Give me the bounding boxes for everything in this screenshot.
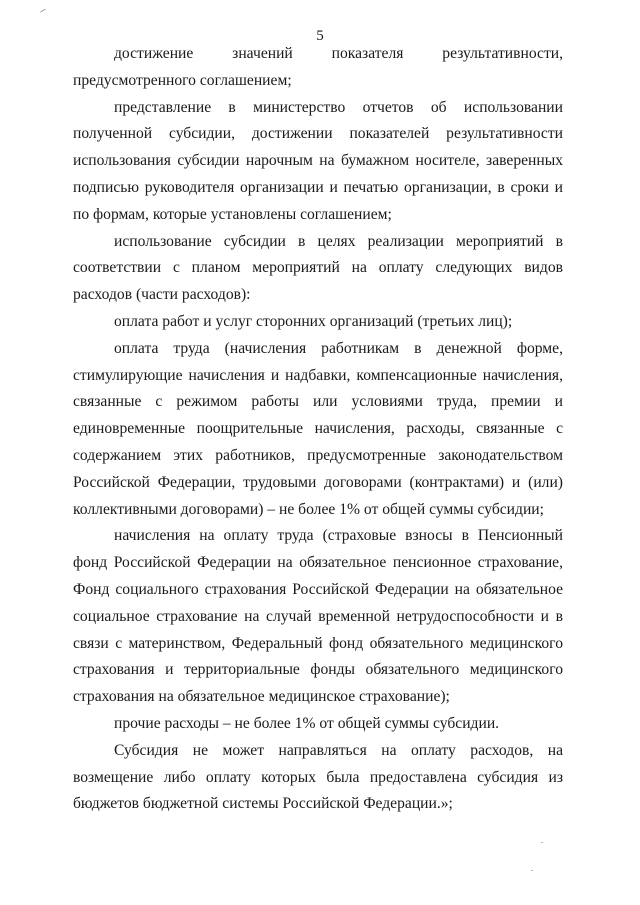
scan-artifact (40, 9, 46, 13)
paragraph-payroll-contributions: начисления на оплату труда (страховые взносы в Пенсионный фонд Российской Федерации на обязательное пенсионное страхование, Фонд социального страхования Российской Федерации на обязательное социальное страхование на случай временной нетрудоспособности и в связи с материнством, Федеральный фонд обязательного медицинского страхования и территориальные фонды обязательного медицинского страхования на обязательное медицинское страхование); (73, 527, 563, 706)
paragraph-indicator-achievement: достижение значений показателя результативности, предусмотренного соглашением; (73, 45, 563, 89)
paragraph-subsidy-use: использование субсидии в целях реализации мероприятий в соответствии с планом мероприятий на оплату следующих видов расходов (части расходов): (73, 232, 563, 304)
paragraph-subsidy-restriction: Субсидия не может направляться на оплату расходов, на возмещение либо оплату которых была предоставлена субсидия из бюджетов бюджетной системы Российской Федерации.»; (73, 741, 563, 813)
paragraph-other-expenses: прочие расходы – не более 1% от общей суммы субсидии. (114, 714, 500, 732)
paragraph-reporting: представление в министерство отчетов об использовании полученной субсидии, достижении показателей результативности использования субсидии нарочным на бумажном носителе, заверенных подписью руководителя организации и печатью организации, в сроки и по формам, которые установлены соглашением; (73, 98, 563, 223)
scan-artifact (531, 870, 533, 871)
document-body (73, 41, 563, 818)
paragraph-labor-payment: оплата труда (начисления работникам в денежной форме, стимулирующие начисления и надбавки, компенсационные начисления, связанные с режимом работы или условиями труда, премии и единовременные поощрительные начисления, расходы, связанные с содержанием этих работников, предусмотренные законодательством Российской Федерации, трудовыми договорами (контрактами) и (или) коллективными договорами) – не более 1% от общей суммы субсидии; (73, 339, 563, 518)
scan-artifact (541, 842, 543, 843)
page-number: 5 (316, 28, 324, 44)
paragraph-third-party-services: оплата работ и услуг сторонних организаций (третьих лиц); (114, 312, 513, 330)
